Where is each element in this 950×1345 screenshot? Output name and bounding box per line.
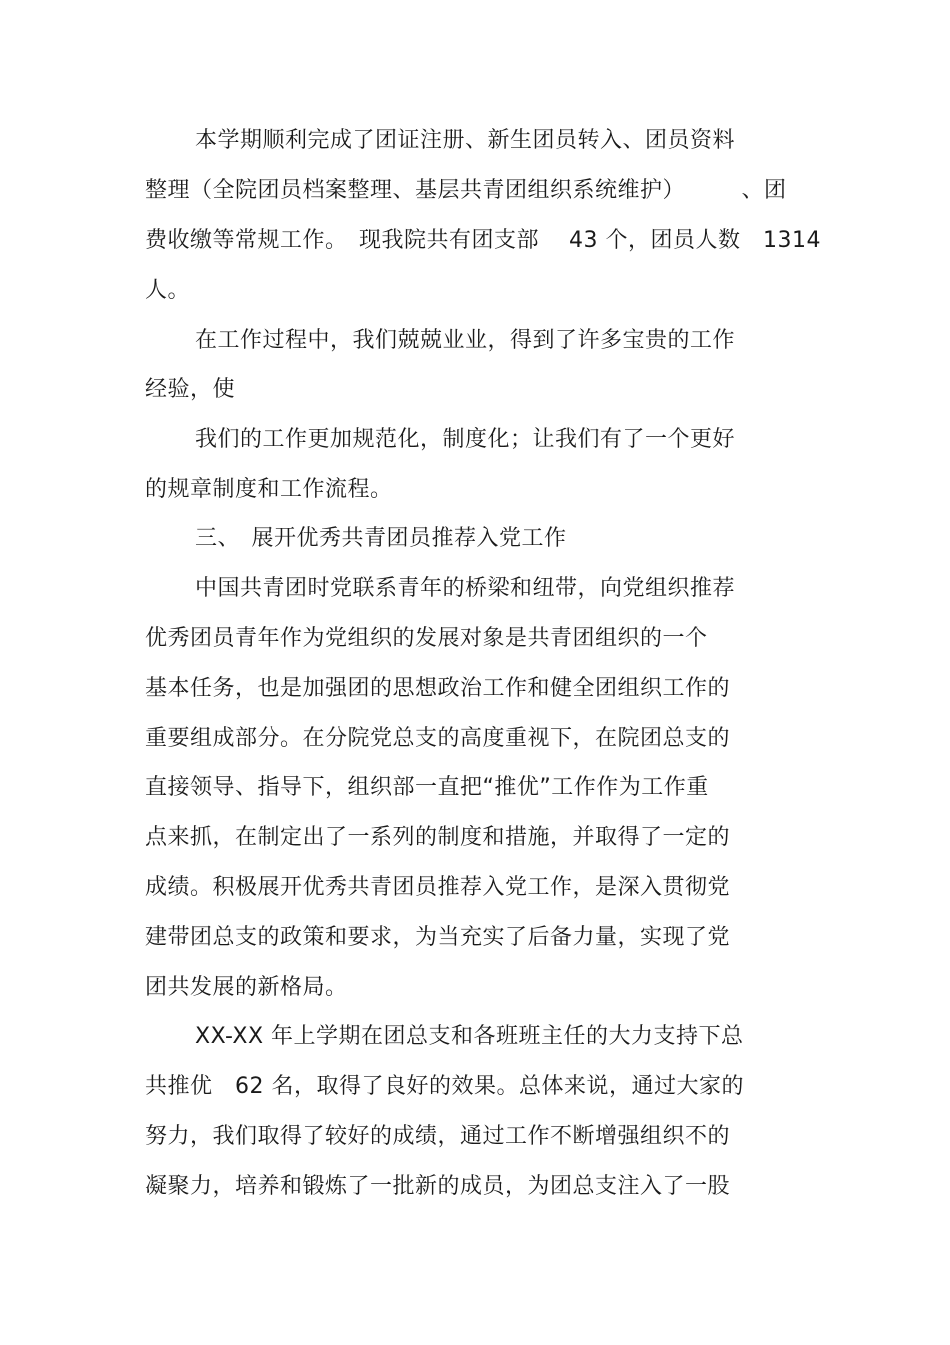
text-line: 基本任务，也是加强团的思想政治工作和健全团组织工作的 (145, 676, 731, 701)
text-line: 人。 (145, 278, 191, 303)
text-line: 我们的工作更加规范化，制度化；让我们有了一个更好 (195, 427, 736, 452)
text-line: 的规章制度和工作流程。 (145, 477, 393, 502)
text-line: 费收缴等常规工作。 现我院共有团支部 43 个，团员人数 1314 (145, 228, 821, 253)
text-line: 在工作过程中，我们兢兢业业，得到了许多宝贵的工作 (195, 328, 736, 353)
text-line: 团共发展的新格局。 (145, 975, 348, 1000)
text-line: XX-XX 年上学期在团总支和各班班主任的大力支持下总 (195, 1024, 744, 1049)
text-line: 经验，使 (145, 377, 236, 402)
text-line: 建带团总支的政策和要求，为当充实了后备力量，实现了党 (145, 925, 731, 950)
text-line: 直接领导、指导下，组织部一直把“推优”工作作为工作重 (145, 775, 709, 800)
text-line: 共推优 62 名，取得了良好的效果。总体来说，通过大家的 (145, 1074, 744, 1099)
text-line: 中国共青团时党联系青年的桥梁和纽带，向党组织推荐 (195, 576, 736, 601)
text-line: 重要组成部分。在分院党总支的高度重视下，在院团总支的 (145, 726, 731, 751)
section-heading: 三、 展开优秀共青团员推荐入党工作 (195, 526, 567, 551)
text-line: 优秀团员青年作为党组织的发展对象是共青团组织的一个 (145, 626, 708, 651)
text-line: 整理（全院团员档案整理、基层共青团组织系统维护） 、团 (145, 178, 787, 203)
text-line: 凝聚力，培养和锻炼了一批新的成员，为团总支注入了一股 (145, 1174, 731, 1199)
text-line: 点来抓，在制定出了一系列的制度和措施，并取得了一定的 (145, 825, 731, 850)
text-line: 努力，我们取得了较好的成绩，通过工作不断增强组织不的 (145, 1124, 731, 1149)
text-line: 成绩。积极展开优秀共青团员推荐入党工作，是深入贯彻党 (145, 875, 731, 900)
text-line: 本学期顺利完成了团证注册、新生团员转入、团员资料 (195, 128, 736, 153)
